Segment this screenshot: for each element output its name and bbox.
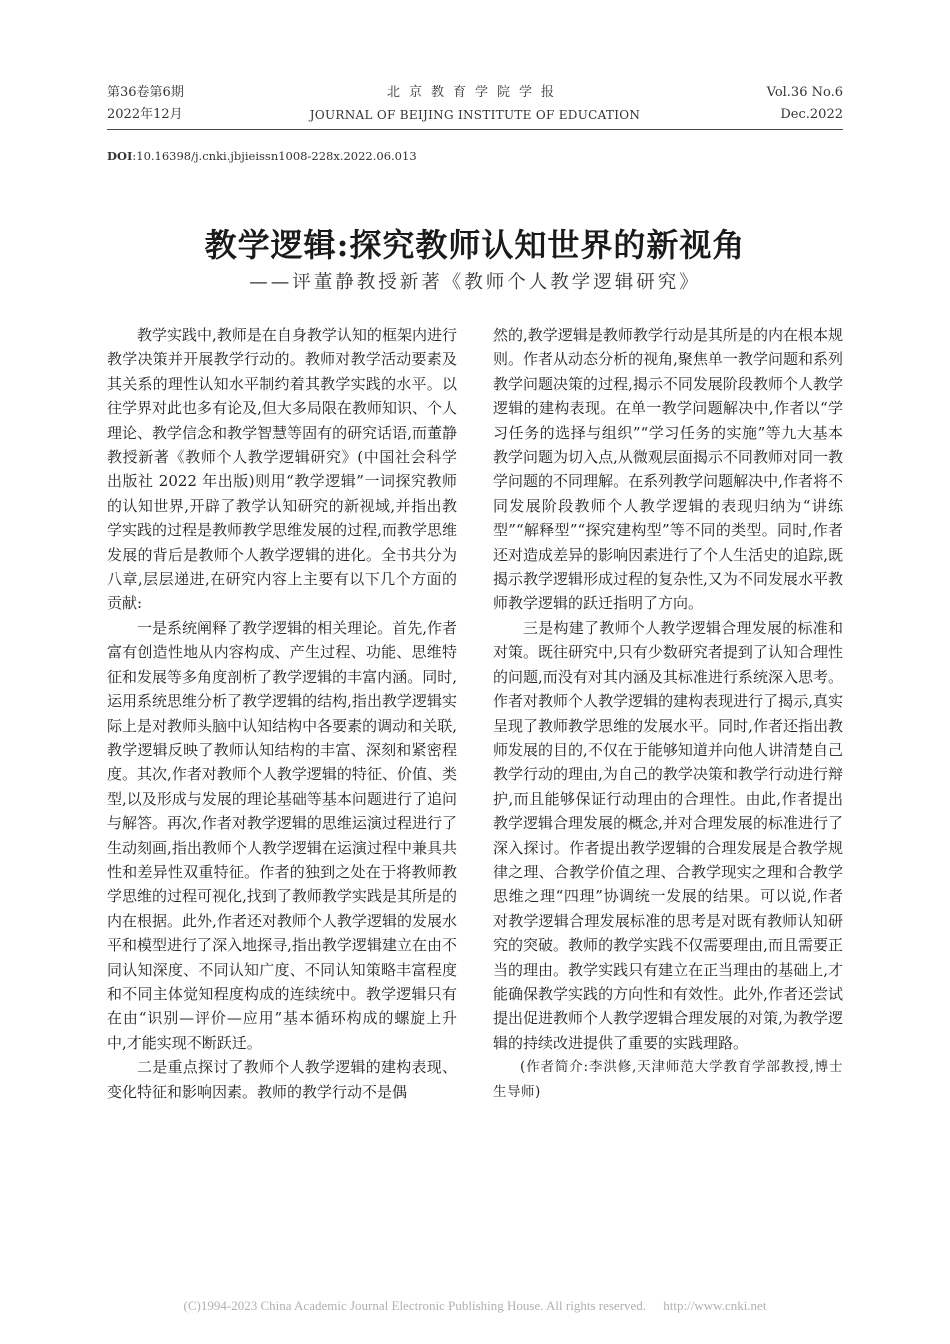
cnki-link[interactable]: http://www.cnki.net bbox=[663, 1298, 767, 1313]
paragraph: 教学实践中,教师是在自身教学认知的框架内进行教学决策并开展教学行动的。教师对教学活动要素及其关系的理性认知水平制约着其教学实践的水平。以往学界对此也多有论及,但大多局限在教师知识、个人理论、教学信念和教学智慧等固有的研究话语,而董静教授新著《教师个人教学逻辑研究》(中国社会科学出版社 2022 年出版)则用“教学逻辑”一词探究教师的认知世界,开辟了教学认知研究的新视域,并指出教学实践的过程是教师教学思维发展的过程,而教学思维发展的背后是教师个人教学逻辑的进化。全书共分为八章,层层递进,在研究内容上主要有以下几个方面的贡献: bbox=[107, 326, 457, 613]
article-subtitle: ——评董静教授新著《教师个人教学逻辑研究》 bbox=[249, 272, 701, 293]
running-header-right bbox=[767, 82, 843, 126]
issue-date: 2022年12月 bbox=[107, 107, 183, 122]
volume-issue: 第36卷第6期 bbox=[107, 85, 184, 100]
volume-issue-en: Vol.36 No.6 bbox=[766, 85, 843, 100]
left-column bbox=[107, 323, 457, 1104]
article-title: 教学逻辑:探究教师认知世界的新视角 bbox=[204, 226, 746, 264]
header-divider bbox=[107, 129, 843, 130]
journal-name-en: JOURNAL OF BEIJING INSTITUTE OF EDUCATION bbox=[309, 108, 641, 122]
paragraph: 然的,教学逻辑是教师教学行动是其所是的内在根本规则。作者从动态分析的视角,聚焦单一教学问题和系列教学问题决策的过程,揭示不同发展阶段教师个人教学逻辑的建构表现。在单一教学问题解决中,作者以“学习任务的选择与组织”“学习任务的实施”等九大基本教学问题为切入点,从微观层面揭示不同教师对同一教学问题的不同理解。在系列教学问题解决中,作者将不同发展阶段教师个人教学逻辑的表现归纳为“讲练型”“解释型”“探究建构型”等不同的类型。同时,作者还对造成差异的影响因素进行了个人生活史的追踪,既揭示教学逻辑形成过程的复杂性,又为不同发展水平教师教学逻辑的跃迁指明了方向。 bbox=[493, 326, 843, 613]
author-note: (作者简介:李洪修,天津师范大学教育学部教授,博士生导师) bbox=[493, 1059, 843, 1100]
paragraph: 一是系统阐释了教学逻辑的相关理论。首先,作者富有创造性地从内容构成、产生过程、功能、思维特征和发展等多角度剖析了教学逻辑的丰富内涵。同时,运用系统思维分析了教学逻辑的结构,指出教学逻辑实际上是对教师头脑中认知结构中各要素的调动和关联,教学逻辑反映了教师认知结构的丰富、深刻和紧密程度。其次,作者对教师个人教学逻辑的特征、价值、类型,以及形成与发展的理论基础等基本问题进行了追问与解答。再次,作者对教学逻辑的思维运演过程进行了生动刻画,指出教师个人教学逻辑在运演过程中兼具共性和差异性双重特征。作者的独到之处在于将教师教学思维的过程可视化,找到了教师教学实践是其所是的内在根据。此外,作者还对教师个人教学逻辑的发展水平和模型进行了深入地探寻,指出教学逻辑建立在由不同认知深度、不同认知广度、不同认知策略丰富程度和不同主体觉知程度构成的连续统中。教学逻辑只有在由“识别—评价—应用”基本循环构成的螺旋上升中,才能实现不断跃迁。 bbox=[107, 618, 457, 1052]
journal-name-cn: 北京教育学院学报 bbox=[386, 85, 563, 100]
right-column bbox=[493, 323, 843, 1104]
doi-value: :10.16398/j.cnki.jbjieissn1008-228x.2022.06.013 bbox=[132, 149, 417, 163]
copyright-footer bbox=[0, 1298, 950, 1314]
paragraph: 二是重点探讨了教师个人教学逻辑的建构表现、变化特征和影响因素。教师的教学行动不是偶 bbox=[107, 1058, 457, 1101]
doi-line bbox=[107, 149, 417, 163]
copyright-text: (C)1994-2023 China Academic Journal Electronic Publishing House. All rights reserved. bbox=[183, 1298, 647, 1313]
issue-date-en: Dec.2022 bbox=[780, 107, 843, 122]
doi-label: DOI bbox=[107, 149, 133, 163]
paragraph: 三是构建了教师个人教学逻辑合理发展的标准和对策。既往研究中,只有少数研究者提到了认知合理性的问题,而没有对其内涵及其标准进行系统深入思考。作者对教师个人教学逻辑的建构表现进行了揭示,真实呈现了教师教学思维的发展水平。同时,作者还指出教师发展的目的,不仅在于能够知道并向他人讲清楚自己教学行动的理由,为自己的教学决策和教学行动进行辩护,而且能够保证行动理由的合理性。由此,作者提出教学逻辑合理发展的概念,并对合理发展的标准进行了深入探讨。作者提出教学逻辑的合理发展是合教学规律之理、合教学价值之理、合教学现实之理和合教学思维之理“四理”协调统一发展的结果。可以说,作者对教学逻辑合理发展标准的思考是对既有教师认知研究的突破。教师的教学实践不仅需要理由,而且需要正当的理由。教学实践只有建立在正当理由的基础上,才能确保教学实践的方向性和有效性。此外,作者还尝试提出促进教师个人教学逻辑合理发展的对策,为教学逻辑的持续改进提供了重要的实践理路。 bbox=[493, 618, 843, 1052]
